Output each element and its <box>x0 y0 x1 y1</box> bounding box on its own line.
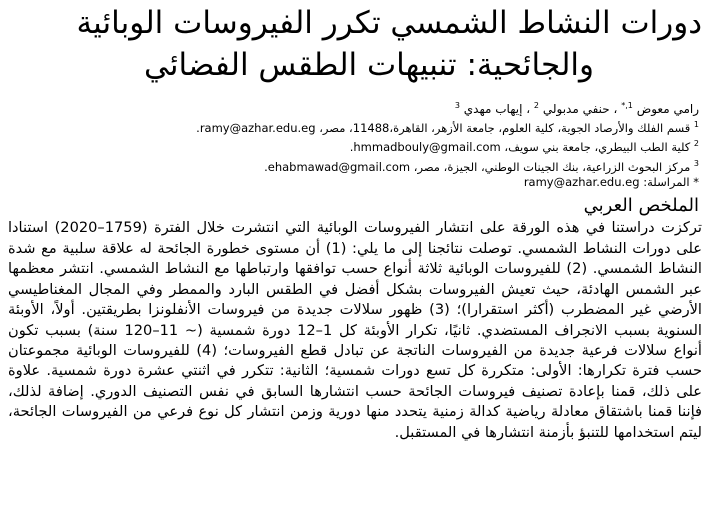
affiliation-2-text: كلية الطب البيطري، جامعة بني سويف، hmmadbouly@gmail.com. <box>349 140 691 155</box>
affiliation-1-mark: 1 <box>693 120 699 129</box>
author-1-affiliation-mark: 1,* <box>621 101 633 110</box>
author-separator: ، <box>613 102 618 116</box>
affiliation-2 <box>8 136 702 155</box>
paper-title-line-2: والجائحية: تنبيهات الطقس الفضائي <box>144 47 594 83</box>
paper-title <box>8 0 702 86</box>
author-separator: ، <box>522 102 531 116</box>
affiliation-3-mark: 3 <box>693 158 699 168</box>
affiliation-1-text: قسم الفلك والأرصاد الجوية، كلية العلوم، جامعة الأزهر، القاهرة،11488، مصر، ramy@azhar.edu.eg. <box>196 120 691 135</box>
affiliation-3 <box>8 156 702 175</box>
author-2-name: حنفي مدبولي <box>542 102 610 116</box>
author-list <box>8 98 702 117</box>
author-1-name: رامي معوض <box>636 102 699 116</box>
affiliation-2-mark: 2 <box>693 139 699 149</box>
author-3-name: إيهاب مهدي <box>463 102 523 116</box>
abstract-heading: الملخص العربي <box>583 195 699 217</box>
correspondence-note: * المراسلة: ramy@azhar.edu.eg <box>523 174 699 189</box>
paper-title-line-1: دورات النشاط الشمسي تكرر الفيروسات الوبائية <box>76 5 702 41</box>
affiliation-3-text: مركز البحوث الزراعية، بنك الجينات الوطني، الجيزة، مصر، ehabmawad@gmail.com. <box>264 159 691 174</box>
abstract-body: تركزت دراستنا في هذه الورقة على انتشار الفيروسات الوبائية التي انتشرت خلال الفترة (1759–2020) استنادا على دورات النشاط الشمسي. توصلت نتائجنا إلى ما يلي: (1) أن مستوى خطورة الجائحة له علاقة سلبية مع شدة النشاط الشمسي. (2) للفيروسات الوبائية ثلاثة أنواع حسب توافقها وارتباطها مع النشاط الشمسي. انتشر معظمها عبر الشمس الهادئة، حيث تعيش الفيروسات بشكل أفضل في الطقس البارد والممطر وفي المجال المغناطيسي الأرضي غير المضطرب (أكثر استقرارا)؛ (3) ظهور سلالات جديدة من فيروسات الأنفلونزا بطريقتين. أولاً، الأوبئة السنوية بسبب الانجراف المستضدي. ثانيًا، تكرار الأوبئة كل 1–12 دورة شمسية (~ 11–120 سنة) بسبب تكون أنواع سلالات فرعية جديدة من الفيروسات الناتجة عن تبادل قطع الفيروسات؛ (4) للفيروسات الوبائية مجموعتان حسب فترة تكرارها: الأولى: متكررة كل تسع دورات شمسية؛ الثانية: تتكرر في اثنتي عشرة دورة شمسية. علاوة على ذلك، قمنا بإعادة تصنيف فيروسات الجائحة حسب انتشارها السابق في نفس التصنيف الدوري. إضافة لذلك، فإننا قمنا باشتقاق معادلة رياضية كدالة زمنية يتحدد منها دورية وزمن انتشار كل نوع فرعي من الفيروسات الجائحة، ليتم استخدامها للتنبؤ بأزمنة انتشارها في المستقبل. <box>8 219 702 441</box>
author-2-affiliation-mark: 2 <box>533 101 540 110</box>
affiliation-1 <box>8 117 702 136</box>
author-3-affiliation-mark: 3 <box>454 101 460 110</box>
